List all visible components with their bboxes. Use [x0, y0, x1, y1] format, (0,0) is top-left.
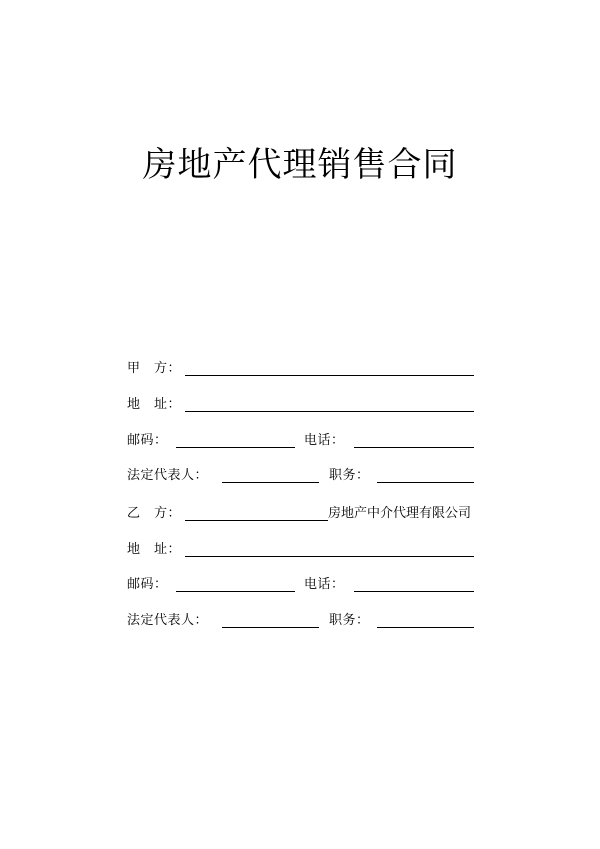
party-b-phone-field[interactable]	[354, 591, 474, 592]
party-a-address-row	[0, 394, 600, 416]
party-a-rep-row	[0, 465, 600, 487]
party-b-address-field[interactable]	[185, 556, 474, 557]
party-b-name-row	[0, 503, 600, 525]
party-a-phone-label: 电话：	[304, 433, 345, 448]
party-a-name-label: 甲 方：	[127, 361, 182, 376]
party-b-address-label: 地 址：	[127, 542, 182, 557]
party-a-name-field[interactable]	[185, 375, 474, 376]
party-b-phone-label: 电话：	[304, 577, 345, 592]
party-b-rep-row	[0, 610, 600, 632]
party-b-contact-row	[0, 574, 600, 596]
party-b-position-field[interactable]	[377, 627, 474, 628]
contract-title: 房地产代理销售合同	[142, 145, 458, 185]
party-a-position-field[interactable]	[377, 482, 474, 483]
party-b-position-label: 职务：	[329, 613, 370, 628]
party-a-contact-row	[0, 430, 600, 452]
party-b-rep-label: 法定代表人：	[127, 613, 209, 628]
party-a-postcode-label: 邮码：	[127, 433, 168, 448]
party-a-address-label: 地 址：	[127, 397, 182, 412]
party-b-rep-field[interactable]	[222, 627, 319, 628]
party-b-address-row	[0, 539, 600, 561]
party-a-position-label: 职务：	[329, 468, 370, 483]
party-b-name-suffix: 房地产中介代理有限公司	[328, 506, 472, 521]
party-a-phone-field[interactable]	[354, 447, 474, 448]
party-a-name-row	[0, 358, 600, 380]
party-b-name-field[interactable]	[185, 520, 328, 521]
party-b-postcode-label: 邮码：	[127, 577, 168, 592]
party-a-address-field[interactable]	[185, 411, 474, 412]
party-a-postcode-field[interactable]	[176, 447, 295, 448]
party-a-rep-field[interactable]	[222, 482, 319, 483]
party-b-name-label: 乙 方：	[127, 506, 182, 521]
party-a-rep-label: 法定代表人：	[127, 468, 209, 483]
party-b-postcode-field[interactable]	[176, 591, 295, 592]
